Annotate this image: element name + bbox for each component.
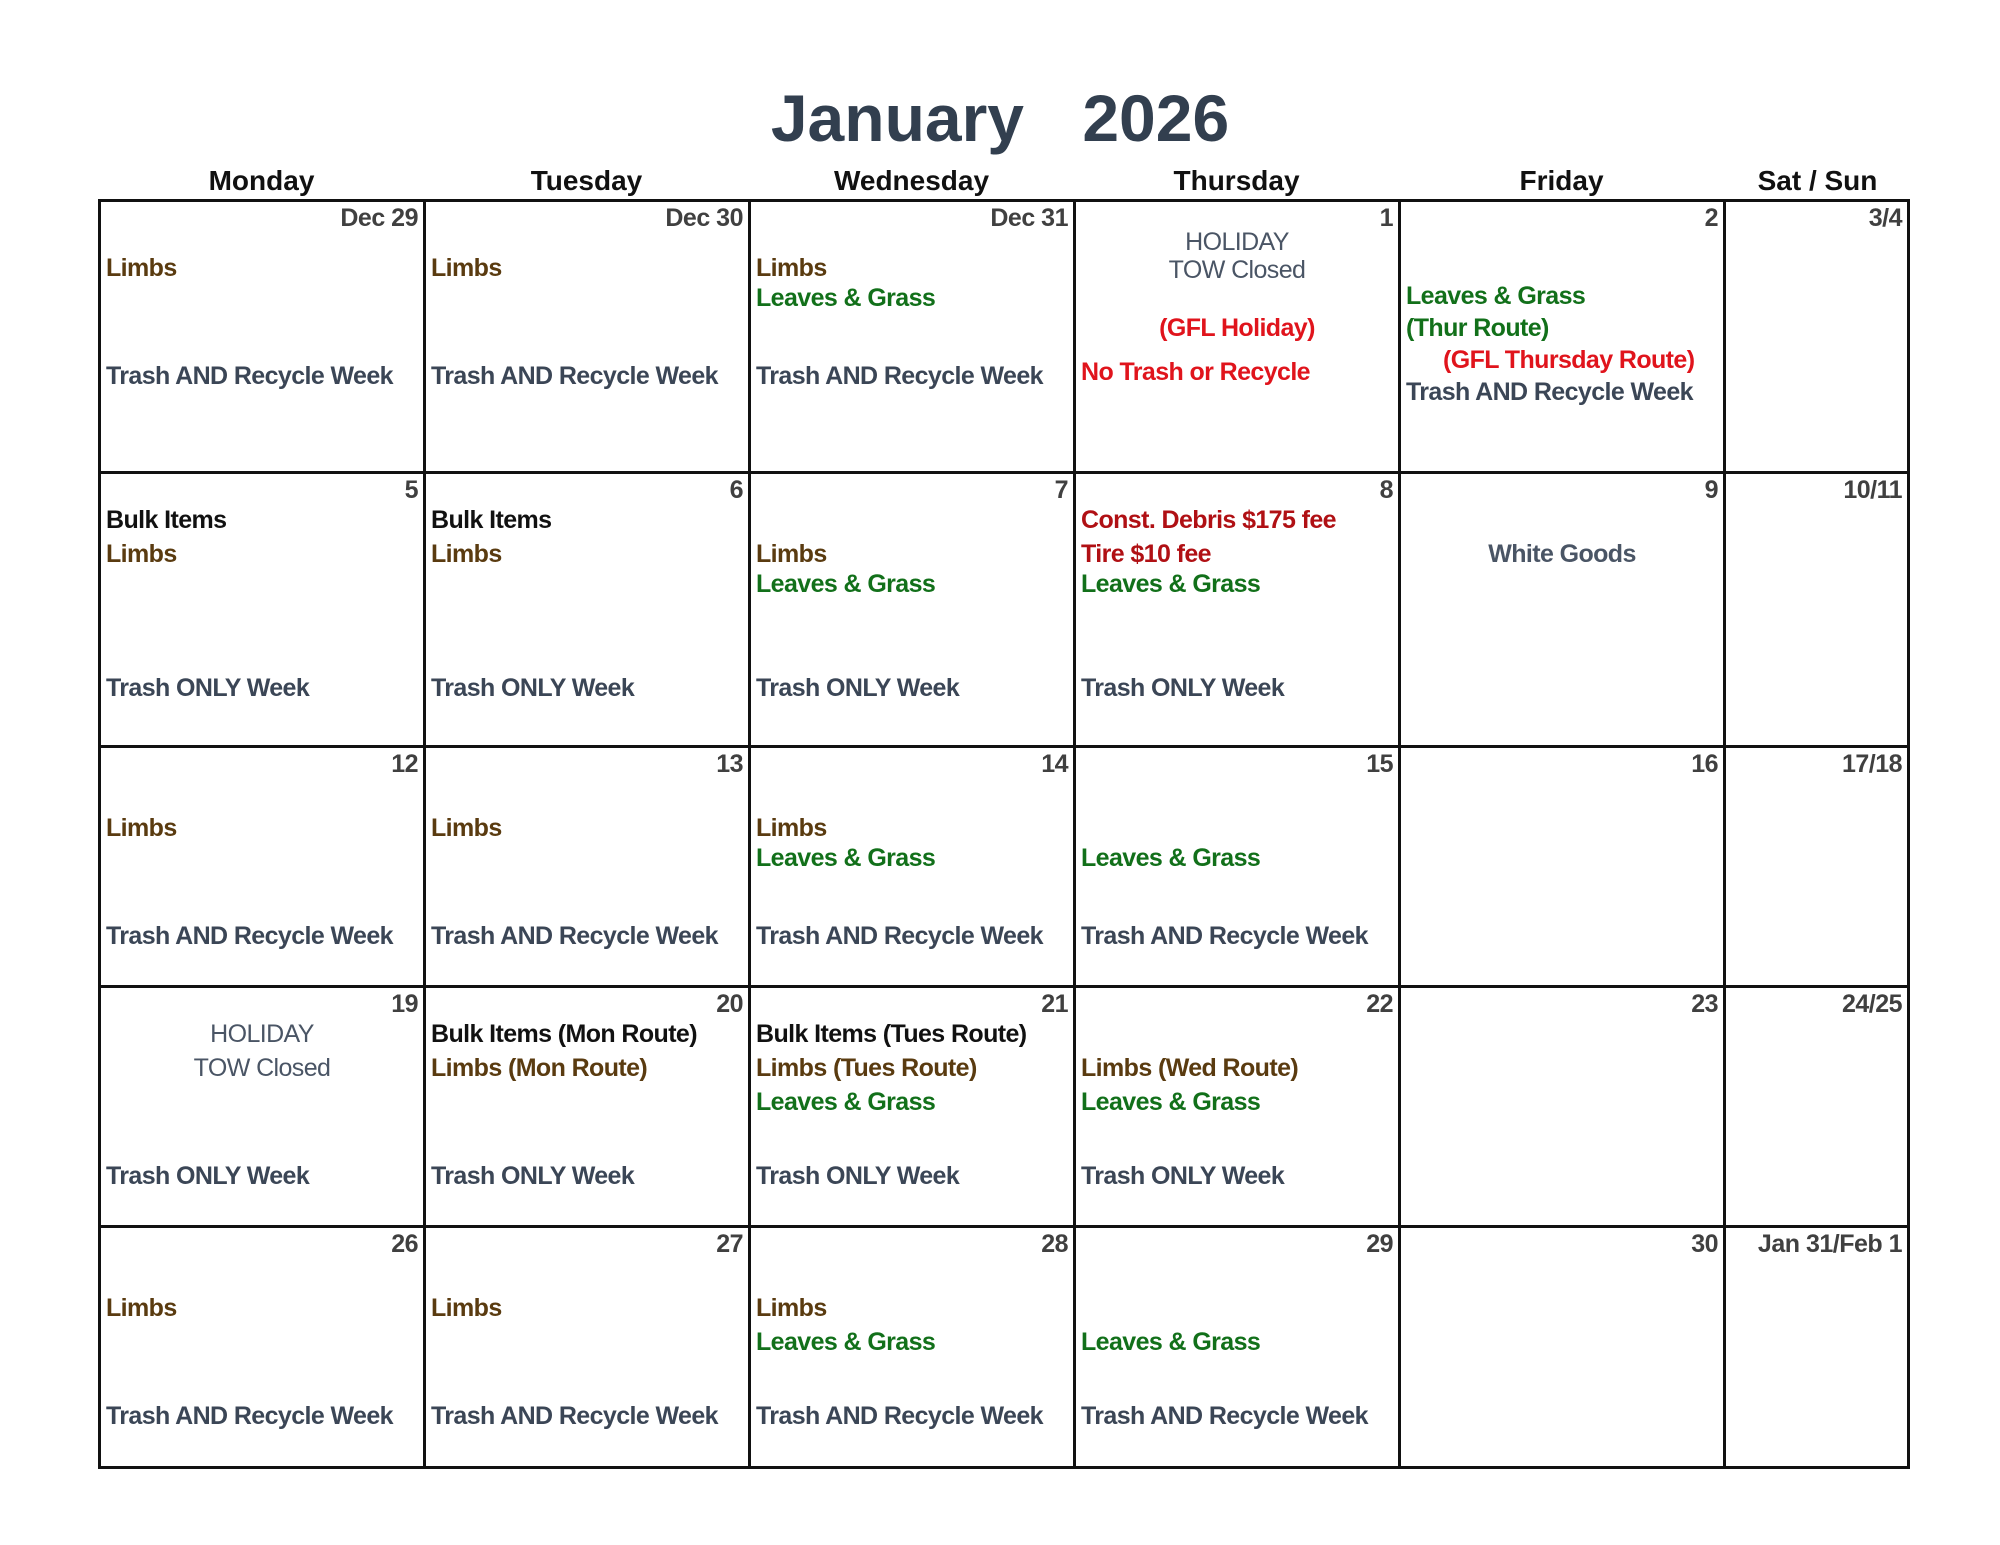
day-number: 7 bbox=[1054, 476, 1068, 504]
trash-week: Trash AND Recycle Week bbox=[1406, 378, 1693, 406]
day-cell bbox=[751, 988, 1076, 1228]
day-number: 27 bbox=[716, 1230, 743, 1258]
day-number: 20 bbox=[716, 990, 743, 1018]
day-number: 3/4 bbox=[1868, 204, 1902, 232]
no-trash-label: No Trash or Recycle bbox=[1081, 358, 1310, 386]
leaves-pickup: Leaves & Grass bbox=[1081, 1328, 1261, 1356]
limbs-pickup: Limbs (Wed Route) bbox=[1081, 1054, 1299, 1082]
day-number: 12 bbox=[391, 750, 418, 778]
limbs-pickup: Limbs bbox=[756, 1294, 827, 1322]
leaves-pickup: Leaves & Grass bbox=[756, 1328, 936, 1356]
weekday-header bbox=[99, 163, 1911, 199]
day-cell bbox=[426, 748, 751, 988]
weekend-cell bbox=[1726, 748, 1907, 988]
holiday-label: HOLIDAY bbox=[1185, 228, 1289, 256]
weekend-cell bbox=[1726, 202, 1907, 474]
trash-week: Trash ONLY Week bbox=[1081, 674, 1285, 702]
leaves-pickup: Leaves & Grass bbox=[1081, 1088, 1261, 1116]
limbs-pickup: Limbs (Tues Route) bbox=[756, 1054, 977, 1082]
trash-week: Trash AND Recycle Week bbox=[431, 362, 718, 390]
leaves-pickup: Leaves & Grass bbox=[756, 844, 936, 872]
day-cell bbox=[101, 988, 426, 1228]
limbs-pickup: Limbs bbox=[756, 254, 827, 282]
day-cell bbox=[101, 748, 426, 988]
day-cell bbox=[426, 1228, 751, 1466]
day-number: 8 bbox=[1379, 476, 1393, 504]
limbs-pickup: Limbs bbox=[106, 1294, 177, 1322]
trash-week: Trash ONLY Week bbox=[756, 1162, 960, 1190]
day-cell bbox=[1401, 748, 1726, 988]
trash-week: Trash ONLY Week bbox=[431, 1162, 635, 1190]
day-cell bbox=[1076, 748, 1401, 988]
trash-week: Trash ONLY Week bbox=[756, 674, 960, 702]
weekday-monday: Monday bbox=[208, 165, 315, 196]
trash-week: Trash ONLY Week bbox=[1081, 1162, 1285, 1190]
day-cell bbox=[426, 202, 751, 474]
leaves-pickup: Leaves & Grass bbox=[1081, 844, 1261, 872]
day-cell bbox=[101, 202, 426, 474]
day-cell bbox=[426, 474, 751, 748]
gfl-holiday-label: (GFL Holiday) bbox=[1159, 314, 1315, 342]
calendar-grid bbox=[98, 199, 1910, 1469]
trash-week: Trash AND Recycle Week bbox=[106, 362, 393, 390]
limbs-pickup: Limbs bbox=[756, 540, 827, 568]
limbs-pickup: Limbs bbox=[106, 254, 177, 282]
day-number: 23 bbox=[1691, 990, 1718, 1018]
day-number: Dec 29 bbox=[340, 204, 418, 232]
holiday-label: HOLIDAY bbox=[210, 1020, 314, 1048]
trash-week: Trash AND Recycle Week bbox=[431, 922, 718, 950]
leaves-pickup: Leaves & Grass bbox=[756, 1088, 936, 1116]
tow-closed-label: TOW Closed bbox=[1168, 256, 1306, 284]
day-cell bbox=[1076, 1228, 1401, 1466]
bulk-items-pickup: Bulk Items bbox=[431, 506, 552, 534]
day-cell bbox=[1076, 988, 1401, 1228]
day-number: 5 bbox=[404, 476, 418, 504]
day-cell bbox=[426, 988, 751, 1228]
weekday-thursday: Thursday bbox=[1173, 165, 1300, 196]
day-cell bbox=[751, 474, 1076, 748]
day-number: Dec 30 bbox=[665, 204, 743, 232]
day-number: 30 bbox=[1691, 1230, 1718, 1258]
limbs-pickup: Limbs bbox=[431, 1294, 502, 1322]
day-number: 22 bbox=[1366, 990, 1393, 1018]
day-cell bbox=[1076, 202, 1401, 474]
trash-week: Trash ONLY Week bbox=[106, 674, 310, 702]
trash-week: Trash AND Recycle Week bbox=[106, 922, 393, 950]
day-number: 6 bbox=[729, 476, 743, 504]
bulk-items-pickup: Bulk Items bbox=[106, 506, 227, 534]
weekend-cell bbox=[1726, 1228, 1907, 1466]
trash-week: Trash AND Recycle Week bbox=[756, 362, 1043, 390]
leaves-pickup: Leaves & Grass bbox=[756, 284, 936, 312]
tow-closed-label: TOW Closed bbox=[193, 1054, 331, 1082]
day-number: 10/11 bbox=[1843, 476, 1902, 504]
route-note: (Thur Route) bbox=[1406, 314, 1549, 342]
leaves-pickup: Leaves & Grass bbox=[1406, 282, 1586, 310]
trash-week: Trash ONLY Week bbox=[431, 674, 635, 702]
trash-week: Trash AND Recycle Week bbox=[431, 1402, 718, 1430]
day-cell bbox=[1401, 202, 1726, 474]
weekend-cell bbox=[1726, 474, 1907, 748]
limbs-pickup: Limbs bbox=[431, 254, 502, 282]
limbs-pickup: Limbs bbox=[106, 540, 177, 568]
day-number: 13 bbox=[716, 750, 743, 778]
day-number: Dec 31 bbox=[990, 204, 1068, 232]
limbs-pickup: Limbs bbox=[431, 540, 502, 568]
weekday-tuesday: Tuesday bbox=[530, 165, 643, 196]
construction-debris-fee: Const. Debris $175 fee bbox=[1081, 506, 1336, 534]
bulk-items-pickup: Bulk Items (Mon Route) bbox=[431, 1020, 697, 1048]
day-cell bbox=[101, 1228, 426, 1466]
day-number: 17/18 bbox=[1841, 750, 1902, 778]
white-goods-pickup: White Goods bbox=[1488, 540, 1636, 568]
tire-fee: Tire $10 fee bbox=[1081, 540, 1211, 568]
weekend-cell bbox=[1726, 988, 1907, 1228]
leaves-pickup: Leaves & Grass bbox=[1081, 570, 1261, 598]
weekday-friday: Friday bbox=[1519, 165, 1604, 196]
trash-week: Trash AND Recycle Week bbox=[1081, 1402, 1368, 1430]
day-cell bbox=[751, 748, 1076, 988]
day-cell bbox=[1401, 988, 1726, 1228]
trash-week: Trash AND Recycle Week bbox=[1081, 922, 1368, 950]
day-cell bbox=[1401, 1228, 1726, 1466]
day-number: 29 bbox=[1366, 1230, 1393, 1258]
weekday-weekend: Sat / Sun bbox=[1757, 165, 1878, 196]
trash-week: Trash AND Recycle Week bbox=[756, 1402, 1043, 1430]
day-number: 15 bbox=[1366, 750, 1393, 778]
trash-week: Trash AND Recycle Week bbox=[756, 922, 1043, 950]
day-number: Jan 31/Feb 1 bbox=[1757, 1230, 1902, 1258]
trash-week: Trash ONLY Week bbox=[106, 1162, 310, 1190]
day-cell bbox=[101, 474, 426, 748]
day-number: 2 bbox=[1704, 204, 1718, 232]
weekday-wednesday: Wednesday bbox=[833, 165, 990, 196]
day-number: 21 bbox=[1041, 990, 1068, 1018]
limbs-pickup: Limbs (Mon Route) bbox=[431, 1054, 648, 1082]
calendar-title: January 2026 bbox=[770, 81, 1230, 155]
day-number: 16 bbox=[1691, 750, 1718, 778]
day-cell bbox=[1401, 474, 1726, 748]
gfl-route-label: (GFL Thursday Route) bbox=[1443, 346, 1695, 374]
day-number: 14 bbox=[1041, 750, 1068, 778]
day-cell bbox=[751, 202, 1076, 474]
day-number: 26 bbox=[391, 1230, 418, 1258]
day-number: 24/25 bbox=[1841, 990, 1902, 1018]
limbs-pickup: Limbs bbox=[106, 814, 177, 842]
trash-week: Trash AND Recycle Week bbox=[106, 1402, 393, 1430]
day-number: 9 bbox=[1704, 476, 1718, 504]
limbs-pickup: Limbs bbox=[431, 814, 502, 842]
bulk-items-pickup: Bulk Items (Tues Route) bbox=[756, 1020, 1027, 1048]
day-number: 28 bbox=[1041, 1230, 1068, 1258]
day-cell bbox=[1076, 474, 1401, 748]
leaves-pickup: Leaves & Grass bbox=[756, 570, 936, 598]
day-number: 1 bbox=[1379, 204, 1393, 232]
day-number: 19 bbox=[391, 990, 418, 1018]
day-cell bbox=[751, 1228, 1076, 1466]
limbs-pickup: Limbs bbox=[756, 814, 827, 842]
